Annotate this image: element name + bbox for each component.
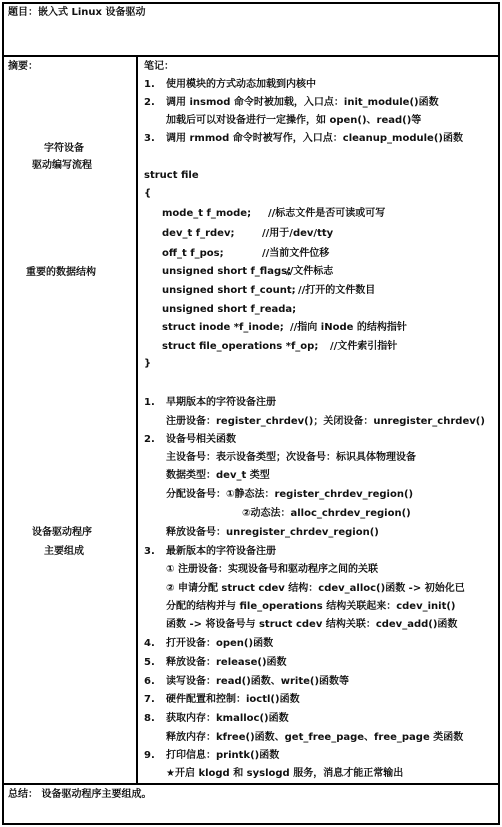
comp-num-5: 5. [144,657,155,668]
comp-num-4: 4. [144,638,155,649]
comp-num-8: 8. [144,713,155,724]
struct-field-comment: //打开的文件数目 [298,285,376,296]
comp-3b: ② 申请分配 struct cdev 结构：cdev_alloc()函数 -> 初始化已 [166,583,465,594]
comp-3c: 分配的结构并与 file_operations 结构关联起来：cdev_init() [166,601,456,612]
comp-9a: ★开启 klogd 和 syslogd 服务，消息才能正常输出 [166,768,404,779]
struct-field-decl: unsigned short f_reada; [162,304,297,315]
flow-num-1: 1. [144,79,155,90]
comp-2e: 释放设备号：unregister_chrdev_region() [166,527,379,538]
label-main-line1: 设备驱动程序 [32,527,92,538]
comp-8a: 释放内存：kfree()函数、get_free_page、free_page 类函数 [166,732,464,743]
comp-2a: 主设备号：表示设备类型；次设备号：标识具体物理设备 [166,452,416,463]
comp-8: 获取内存：kmalloc()函数 [166,713,289,724]
flow-num-2: 2. [144,97,155,108]
flow-line-3: 调用 rmmod 命令时被写作，入口点：cleanup_module()函数 [166,133,463,144]
struct-file-close-brace: } [144,358,152,369]
comp-1: 早期版本的字符设备注册 [166,397,276,408]
left-border [2,2,4,825]
right-border [498,2,500,825]
struct-field-decl: unsigned short f_flags; [162,266,292,277]
comp-2: 设备号相关函数 [166,434,236,445]
comp-num-6: 6. [144,676,155,687]
comp-1a: 注册设备：register_chrdev()；关闭设备：unregister_chrdev() [166,416,485,427]
comp-3: 最新版本的字符设备注册 [166,546,276,557]
comp-num-3: 3. [144,546,155,557]
comp-2c: 分配设备号：①静态法：register_chrdev_region() [166,489,414,500]
struct-field-comment: //标志文件是否可读或可写 [268,208,386,219]
comp-2d: ②动态法：alloc_chrdev_region() [242,508,411,519]
struct-file-head: struct file [144,170,199,181]
label-flow-line2: 驱动编写流程 [32,160,92,171]
comp-7: 硬件配置和控制：ioctl()函数 [166,694,300,705]
comp-num-2: 2. [144,434,155,445]
label-flow-line1: 字符设备 [44,143,84,154]
header-divider [2,55,500,57]
notes-column-header: 笔记： [144,61,174,72]
top-border [2,2,500,4]
flow-line-1: 使用模块的方式动态加载到内核中 [166,79,316,90]
struct-field-comment: //当前文件位移 [262,248,330,259]
summary-text: 总结： 设备驱动程序主要组成。 [8,789,152,800]
comp-num-7: 7. [144,694,155,705]
summary-column-header: 摘要： [8,61,38,72]
struct-field-decl: struct inode *f_inode; [162,322,284,333]
column-divider [136,55,138,785]
comp-2b: 数据类型：dev_t 类型 [166,470,270,481]
comp-3a: ① 注册设备：实现设备号和驱动程序之间的关联 [166,564,378,575]
comp-4: 打开设备：open()函数 [166,638,274,649]
struct-field-decl: struct file_operations *f_op; [162,341,319,352]
flow-line-2a: 调用 insmod 命令时被加载，入口点：init_module()函数 [166,97,439,108]
flow-line-2b: 加载后可以对设备进行一定操作，如 open()、read()等 [166,115,422,126]
struct-field-comment: //文件索引指针 [330,341,398,352]
flow-num-3: 3. [144,133,155,144]
comp-9: 打印信息：printk()函数 [166,750,280,761]
struct-field-comment: //指向 iNode 的结构指针 [290,322,407,333]
comp-3d: 函数 -> 将设备号与 struct cdev 结构关联：cdev_add()函数 [166,619,458,630]
document-title: 题目：嵌入式 Linux 设备驱动 [8,7,146,18]
struct-field-decl: unsigned short f_count; [162,285,296,296]
comp-5: 释放设备：release()函数 [166,657,287,668]
struct-field-decl: dev_t f_rdev; [162,228,235,239]
label-main-line2: 主要组成 [44,546,84,557]
summary-divider [2,783,500,785]
bottom-border [2,823,500,825]
struct-field-comment: //用于/dev/tty [262,228,334,239]
label-data-struct: 重要的数据结构 [26,267,96,278]
comp-6: 读写设备：read()函数、write()函数等 [166,676,350,687]
struct-field-comment: //文件标志 [286,266,334,277]
struct-field-decl: off_t f_pos; [162,248,224,259]
comp-num-1: 1. [144,397,155,408]
struct-field-decl: mode_t f_mode; [162,208,252,219]
struct-file-open-brace: { [144,188,152,199]
comp-num-9: 9. [144,750,155,761]
